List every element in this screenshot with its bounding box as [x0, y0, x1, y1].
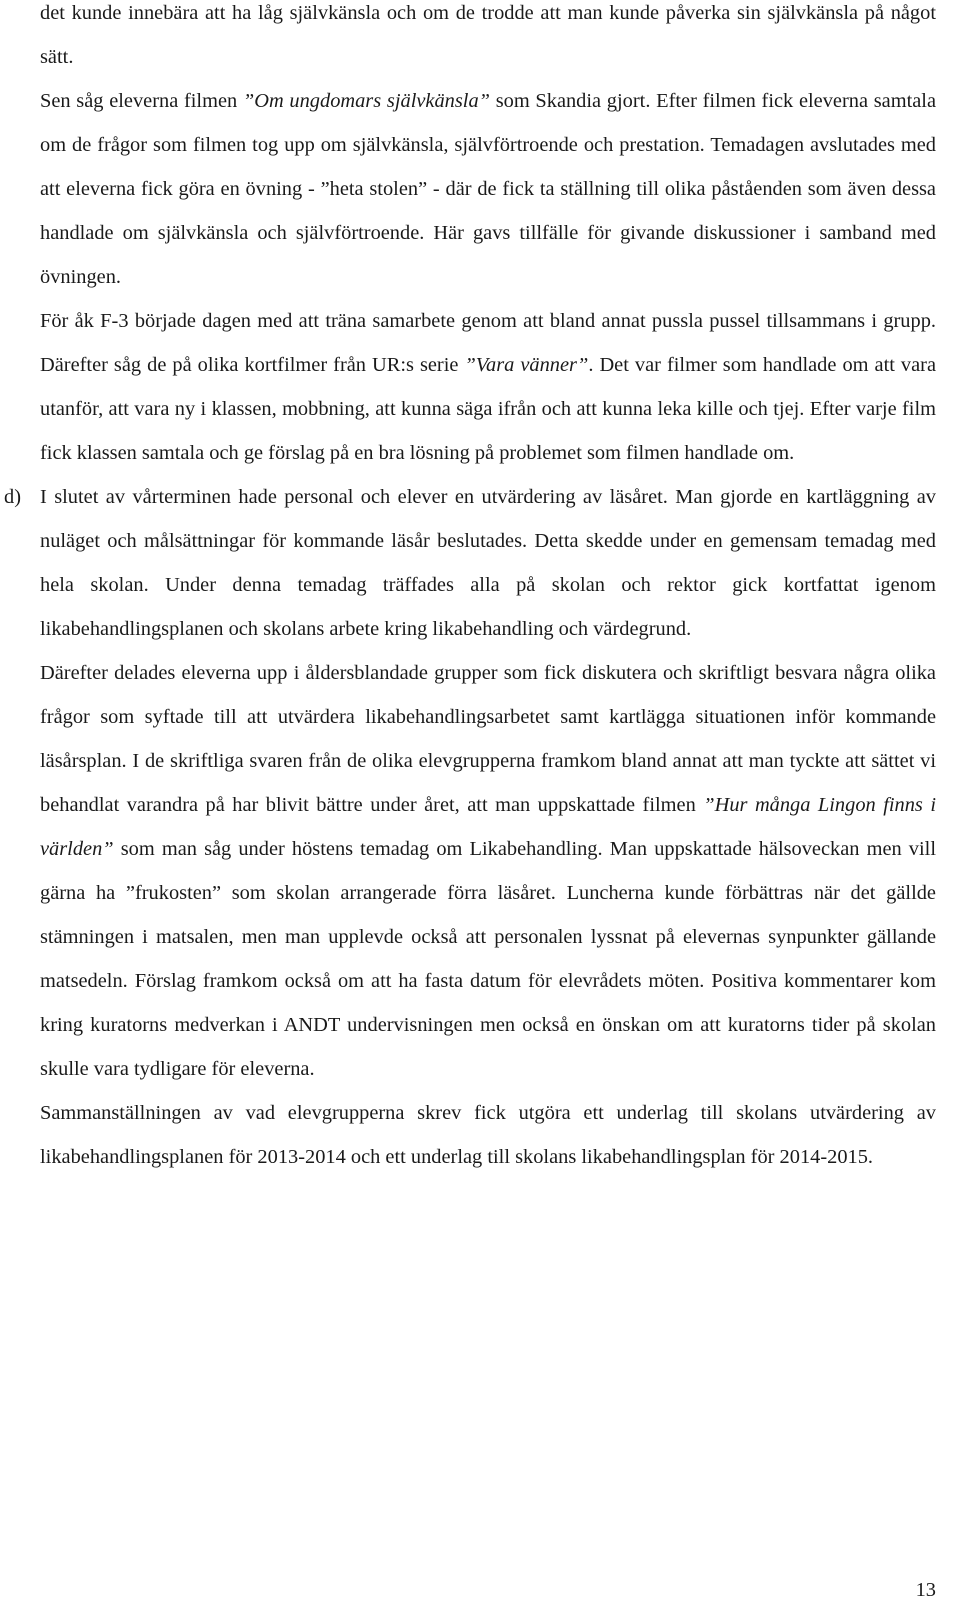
list-marker: d) [4, 486, 21, 508]
paragraph-student-groups [40, 651, 936, 1091]
paragraph-evaluation: I slutet av vårterminen hade personal och elever en utvärdering av läsåret. Man gjorde en kartläggning av nuläget och målsättningar för kommande läsår beslutades. Detta skedde under en gemensam temadag med hela skolan. Under denna temadag träffades alla på skolan och rektor gick kortfattat igenom likabehandlingsplanen och skolans arbete kring likabehandling och värdegrund. [40, 486, 936, 640]
list-item-d [4, 475, 936, 651]
paragraph-text: som Skandia gjort. Efter filmen fick eleverna samtala om de frågor som filmen tog upp om självkänsla, självförtroende och prestation. Temadagen avslutades med att eleverna fick göra en övning - ”heta stolen” - där de fick ta ställning till olika påståenden som även dessa handlade om självkänsla och självförtroende. Här gavs tillfälle för givande diskussioner i samband med övningen. [40, 90, 936, 288]
film-title: ”Om ungdomars självkänsla” [242, 90, 490, 112]
paragraph-text: som man såg under höstens temadag om Likabehandling. Man uppskattade hälsoveckan men vill gärna ha ”frukosten” som skolan arrangerade förra läsåret. Luncherna kunde förbättras när det gällde stämningen i matsalen, men man upplevde också att personalen lyssnat på elevernas synpunkter gällande matsedeln. Förslag framkom också om att ha fasta datum för elevrådets möten. Positiva kommentarer kom kring kuratorns medverkan i ANDT undervisningen men också en önskan om att kuratorns tider på skolan skulle vara tydligare för eleverna. [40, 838, 936, 1080]
paragraph-text: För åk F-3 började dagen med att träna samarbete genom att bland annat pussla pussel tillsammans i grupp. Därefter såg de på olika kortfilmer från UR:s serie [40, 310, 936, 376]
paragraph-f3-day [40, 299, 936, 475]
paragraph-film-skandia [40, 79, 936, 299]
paragraph-text: Därefter delades eleverna upp i åldersblandade grupper som fick diskutera och skriftligt besvara några olika frågor som syftade till att utvärdera likabehandlingsarbetet samt kartlägga situationen inför kommande läsårsplan. I de skriftliga svaren från de olika elevgrupperna framkom bland annat att man tyckte att sättet vi behandlat varandra på har blivit bättre under året, att man uppskattade filmen [40, 662, 936, 816]
page-body [4, 0, 937, 1179]
paragraph-text: Sen såg eleverna filmen [40, 90, 243, 112]
paragraph-text: . Det var filmer som handlade om att vara utanför, att vara ny i klassen, mobbning, att kunna säga ifrån och att kunna leka kille och tjej. Efter varje film fick klassen samtala och ge förslag på en bra lösning på problemet som filmen handlade om. [40, 354, 937, 464]
page-number: 13 [915, 1579, 936, 1601]
paragraph-summary: Sammanställningen av vad elevgrupperna skrev fick utgöra ett underlag till skolans utvärdering av likabehandlingsplanen för 2013-2014 och ett underlag till skolans likabehandlingsplan för 2014-2015. [40, 1102, 936, 1168]
film-title: ”Hur många Lingon finns i världen” [40, 794, 936, 860]
paragraph-self-esteem-intro: det kunde innebära att ha låg självkänsla och om de trodde att man kunde påverka sin självkänsla på något sätt. [40, 2, 936, 68]
series-title: ”Vara vänner” [464, 354, 589, 376]
